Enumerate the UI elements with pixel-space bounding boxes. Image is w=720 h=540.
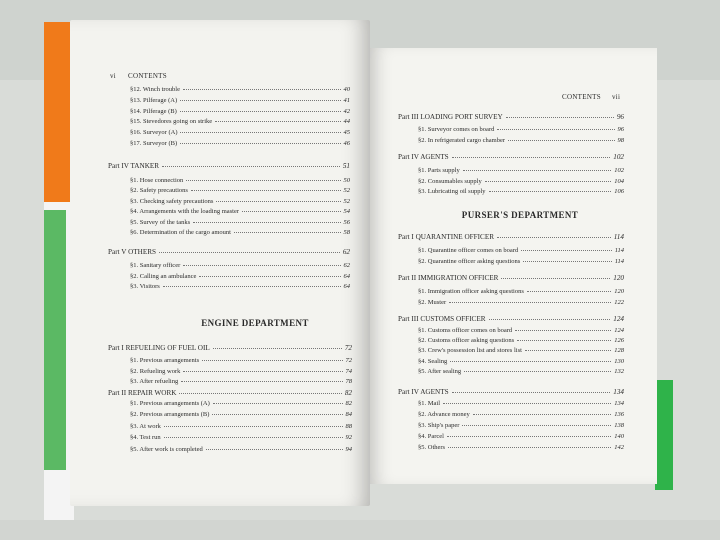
- toc-entry: [418, 258, 624, 265]
- leader-dots: [448, 447, 611, 448]
- leader-dots: [462, 425, 611, 426]
- toc-entry-page: 44: [343, 118, 350, 126]
- toc-entry-label: §1. Quarantine officer comes on board: [418, 247, 519, 254]
- leader-dots: [497, 129, 614, 130]
- leader-dots: [517, 340, 611, 341]
- toc-entry-label: §1. Hose connection: [130, 177, 184, 184]
- leader-dots: [180, 132, 340, 133]
- leader-dots: [234, 232, 341, 233]
- leader-dots: [212, 414, 342, 415]
- book-cover-green-right: [655, 380, 673, 490]
- toc-entry: [418, 347, 624, 354]
- toc-entry-page: 78: [345, 378, 352, 385]
- toc-entry-label: Part IV TANKER: [108, 162, 160, 170]
- toc-entry-page: 72: [344, 344, 352, 352]
- toc-entry: [130, 208, 350, 215]
- toc-entry: [130, 97, 350, 104]
- toc-entry-page: 51: [342, 162, 350, 170]
- toc-entry-label: §13. Pilferage (A): [130, 96, 178, 104]
- toc-entry: [418, 337, 624, 344]
- toc-entry-page: 104: [614, 177, 624, 185]
- toc-entry-label: §3. Checking safety precautions: [130, 197, 214, 205]
- leader-dots: [521, 250, 611, 251]
- toc-entry-label: §12. Winch trouble: [130, 86, 180, 93]
- toc-entry-label: §17. Surveyor (B): [130, 140, 178, 147]
- toc-entry-page: 82: [345, 400, 352, 407]
- toc-entry: [130, 411, 352, 418]
- toc-entry-page: 124: [613, 315, 624, 323]
- leader-dots: [447, 436, 611, 437]
- toc-entry-page: 114: [614, 247, 624, 254]
- toc-entry-page: 140: [614, 433, 624, 440]
- toc-part-heading: [398, 274, 624, 282]
- toc-entry: [418, 422, 624, 429]
- toc-entry-label: §1. Previous arrangements: [130, 357, 200, 364]
- toc-entry-page: 88: [345, 422, 352, 430]
- toc-entry-page: 102: [614, 167, 624, 174]
- toc-entry: [418, 368, 624, 375]
- toc-entry: [418, 247, 624, 254]
- toc-entry: [130, 262, 350, 269]
- toc-part-heading: [108, 389, 352, 397]
- toc-entry-label: Part II IMMIGRATION OFFICER: [398, 274, 499, 282]
- toc-entry: [130, 423, 352, 430]
- leader-dots: [163, 286, 341, 287]
- toc-entry-page: 62: [342, 248, 350, 256]
- toc-entry-label: §3. Lubricating oil supply: [418, 188, 486, 195]
- toc-entry-label: §1. Surveyor comes on board: [418, 126, 495, 133]
- toc-entry-label: §2. In refrigerated cargo chamber: [418, 137, 506, 144]
- toc-entry-label: §5. Survey of the tanks: [130, 218, 191, 226]
- leader-dots: [164, 426, 343, 427]
- toc-entry-label: §6. Determination of the cargo amount: [130, 229, 231, 236]
- leader-dots: [186, 180, 340, 181]
- toc-entry-page: 46: [343, 140, 350, 147]
- toc-entry-page: 126: [614, 337, 624, 345]
- toc-entry: [130, 177, 350, 184]
- toc-part-heading: [398, 315, 624, 323]
- toc-entry-label: §1. Customs officer comes on board: [418, 327, 513, 334]
- toc-entry: [418, 358, 624, 365]
- leader-dots: [180, 111, 341, 112]
- toc-entry-label: §4. Arrangements with the loading master: [130, 208, 240, 216]
- toc-entry-page: 134: [613, 388, 624, 396]
- toc-entry-page: 54: [343, 208, 350, 216]
- toc-entry-page: 56: [343, 218, 350, 226]
- toc-entry: [418, 299, 624, 306]
- toc-entry-page: 142: [614, 444, 624, 451]
- toc-part-heading: [108, 162, 350, 170]
- toc-entry-label: §2. Advance money: [418, 411, 470, 418]
- leader-dots: [501, 278, 610, 279]
- leader-dots: [180, 100, 340, 101]
- toc-entry-page: 40: [343, 86, 350, 93]
- leader-dots: [206, 449, 343, 450]
- toc-entry-page: 64: [343, 283, 350, 290]
- toc-entry-page: 98: [617, 137, 624, 144]
- leader-dots: [193, 222, 340, 223]
- toc-entry: [418, 327, 624, 334]
- toc-entry-page: 45: [343, 129, 350, 137]
- toc-entry: [418, 137, 624, 144]
- toc-entry-page: 120: [614, 288, 624, 295]
- toc-entry-label: §3. At work: [130, 422, 161, 430]
- toc-entry-label: §1. Mail: [418, 400, 441, 407]
- toc-part-heading: [398, 388, 624, 396]
- toc-entry-label: §3. Ship's paper: [418, 422, 460, 429]
- leader-dots: [489, 319, 611, 320]
- toc-entry: [130, 400, 352, 407]
- leader-dots: [523, 261, 611, 262]
- table-surface: [0, 520, 720, 540]
- toc-entry: [130, 86, 350, 93]
- toc-entry: [418, 167, 624, 174]
- toc-entry-label: Part IV AGENTS: [398, 153, 449, 161]
- leader-dots: [202, 360, 342, 361]
- toc-entry-label: §4. Sealing: [418, 357, 448, 365]
- toc-entry-page: 96: [617, 126, 624, 133]
- toc-entry: [130, 273, 350, 280]
- toc-entry-label: §1. Parts supply: [418, 167, 460, 174]
- toc-entry-page: 134: [614, 400, 624, 407]
- leader-dots: [525, 350, 611, 351]
- toc-part-heading: [398, 233, 624, 241]
- leader-dots: [473, 414, 611, 415]
- toc-entry-page: 114: [614, 257, 624, 265]
- toc-entry-label: Part III LOADING PORT SURVEY: [398, 113, 503, 121]
- toc-entry-label: §3. Crew's possession list and stores list: [418, 347, 522, 355]
- left-page-number: vi: [110, 72, 117, 80]
- engine-department-heading: ENGINE DEPARTMENT: [201, 318, 309, 328]
- toc-entry-label: §14. Pilferage (B): [130, 107, 177, 115]
- leader-dots: [180, 143, 340, 144]
- toc-entry-page: 58: [343, 229, 350, 236]
- toc-entry: [130, 434, 352, 441]
- toc-entry: [418, 411, 624, 418]
- toc-entry: [130, 229, 350, 236]
- toc-entry: [130, 368, 352, 375]
- toc-entry-label: Part III CUSTOMS OFFICER: [398, 315, 486, 323]
- toc-entry-page: 114: [613, 233, 624, 241]
- leader-dots: [242, 211, 340, 212]
- toc-entry: [130, 187, 350, 194]
- toc-entry-page: 52: [343, 187, 350, 195]
- toc-entry-label: §15. Stevedores going on strike: [130, 118, 213, 126]
- toc-entry-page: 74: [345, 367, 352, 375]
- leader-dots: [497, 237, 611, 238]
- toc-entry: [418, 126, 624, 133]
- left-header-title: CONTENTS: [128, 72, 167, 80]
- leader-dots: [508, 140, 614, 141]
- toc-entry-label: §1. Immigration officer asking questions: [418, 288, 524, 295]
- leader-dots: [443, 403, 611, 404]
- toc-entry-label: §5. After work is completed: [130, 445, 203, 453]
- leader-dots: [215, 121, 340, 122]
- toc-entry-label: §2. Safety precautions: [130, 187, 188, 195]
- toc-entry-page: 122: [614, 298, 624, 306]
- toc-entry: [130, 357, 352, 364]
- toc-entry-page: 132: [614, 367, 624, 375]
- toc-entry-label: §4. Test run: [130, 434, 161, 442]
- toc-entry-label: §2. Refueling work: [130, 367, 181, 375]
- toc-entry-page: 120: [613, 274, 624, 282]
- toc-entry-label: §2. Customs officer asking questions: [418, 337, 515, 345]
- toc-entry-label: §2. Consumables supply: [418, 177, 482, 185]
- leader-dots: [506, 117, 614, 118]
- leader-dots: [179, 393, 341, 394]
- toc-entry-page: 64: [343, 272, 350, 280]
- toc-entry-label: §5. After sealing: [418, 367, 462, 375]
- toc-entry-page: 124: [614, 327, 624, 334]
- toc-entry-label: §16. Surveyor (A): [130, 129, 178, 137]
- toc-part-heading: [398, 153, 624, 161]
- leader-dots: [216, 201, 340, 202]
- toc-entry-label: Part II REPAIR WORK: [108, 389, 177, 397]
- toc-entry-label: §4. Parcel: [418, 433, 444, 440]
- toc-entry-page: 42: [343, 107, 350, 115]
- toc-entry: [418, 433, 624, 440]
- toc-entry: [418, 178, 624, 185]
- toc-entry: [130, 129, 350, 136]
- leader-dots: [162, 166, 340, 167]
- toc-entry-page: 136: [614, 411, 624, 418]
- toc-entry-label: §2. Previous arrangements (B): [130, 411, 210, 419]
- toc-entry: [130, 198, 350, 205]
- leader-dots: [164, 437, 343, 438]
- toc-entry-page: 52: [343, 197, 350, 205]
- leader-dots: [183, 371, 342, 372]
- toc-entry-label: §2. Quarantine officer asking questions: [418, 257, 521, 265]
- toc-entry-page: 128: [614, 347, 624, 355]
- leader-dots: [183, 89, 341, 90]
- toc-entry-page: 50: [343, 177, 350, 184]
- toc-entry-page: 94: [345, 445, 352, 453]
- toc-entry: [130, 378, 352, 385]
- toc-entry-label: §1. Previous arrangements (A): [130, 400, 210, 407]
- leader-dots: [527, 291, 611, 292]
- toc-entry-page: 41: [343, 96, 350, 104]
- leader-dots: [181, 381, 342, 382]
- toc-entry-page: 92: [345, 434, 352, 442]
- leader-dots: [452, 157, 611, 158]
- toc-entry-page: 130: [614, 357, 624, 365]
- leader-dots: [213, 348, 342, 349]
- toc-entry-page: 96: [616, 113, 624, 121]
- leader-dots: [515, 330, 611, 331]
- leader-dots: [450, 361, 611, 362]
- toc-entry-page: 138: [614, 422, 624, 429]
- leader-dots: [213, 403, 343, 404]
- toc-entry: [130, 118, 350, 125]
- toc-part-heading: [108, 248, 350, 256]
- leader-dots: [489, 191, 612, 192]
- leader-dots: [183, 265, 340, 266]
- toc-entry: [130, 219, 350, 226]
- toc-entry-label: Part V OTHERS: [108, 248, 157, 256]
- leader-dots: [159, 252, 340, 253]
- toc-part-heading: [108, 344, 352, 352]
- toc-entry: [418, 400, 624, 407]
- toc-entry: [418, 288, 624, 295]
- toc-entry: [418, 444, 624, 451]
- toc-entry-label: Part IV AGENTS: [398, 388, 449, 396]
- toc-entry-label: §3. After refueling: [130, 378, 179, 385]
- toc-entry: [418, 188, 624, 195]
- book-cover-green-left: [44, 210, 66, 470]
- toc-entry: [130, 283, 350, 290]
- toc-entry-label: Part I QUARANTINE OFFICER: [398, 233, 495, 241]
- leader-dots: [463, 170, 612, 171]
- toc-entry-label: §1. Sanitary officer: [130, 262, 181, 269]
- toc-part-heading: [398, 113, 624, 121]
- toc-entry: [130, 108, 350, 115]
- leader-dots: [449, 302, 611, 303]
- leader-dots: [452, 392, 611, 393]
- toc-entry-page: 72: [345, 357, 352, 364]
- toc-entry-page: 84: [345, 411, 352, 419]
- right-header-title: CONTENTS: [562, 93, 601, 101]
- toc-entry-page: 106: [614, 188, 624, 195]
- toc-entry: [130, 446, 352, 453]
- toc-entry-label: §5. Others: [418, 444, 446, 451]
- toc-entry-label: Part I REFUELING OF FUEL OIL: [108, 344, 210, 352]
- toc-entry-label: §2. Muster: [418, 298, 447, 306]
- toc-entry-page: 82: [344, 389, 352, 397]
- toc-entry-label: §2. Calling an ambulance: [130, 272, 197, 280]
- toc-entry-page: 62: [343, 262, 350, 269]
- right-page-number: vii: [612, 93, 621, 101]
- leader-dots: [191, 190, 341, 191]
- toc-entry: [130, 140, 350, 147]
- leader-dots: [464, 371, 611, 372]
- toc-entry-label: §3. Visitors: [130, 283, 160, 290]
- pursers-department-heading: PURSER'S DEPARTMENT: [461, 210, 579, 220]
- leader-dots: [199, 276, 340, 277]
- toc-entry-page: 102: [613, 153, 624, 161]
- leader-dots: [485, 181, 612, 182]
